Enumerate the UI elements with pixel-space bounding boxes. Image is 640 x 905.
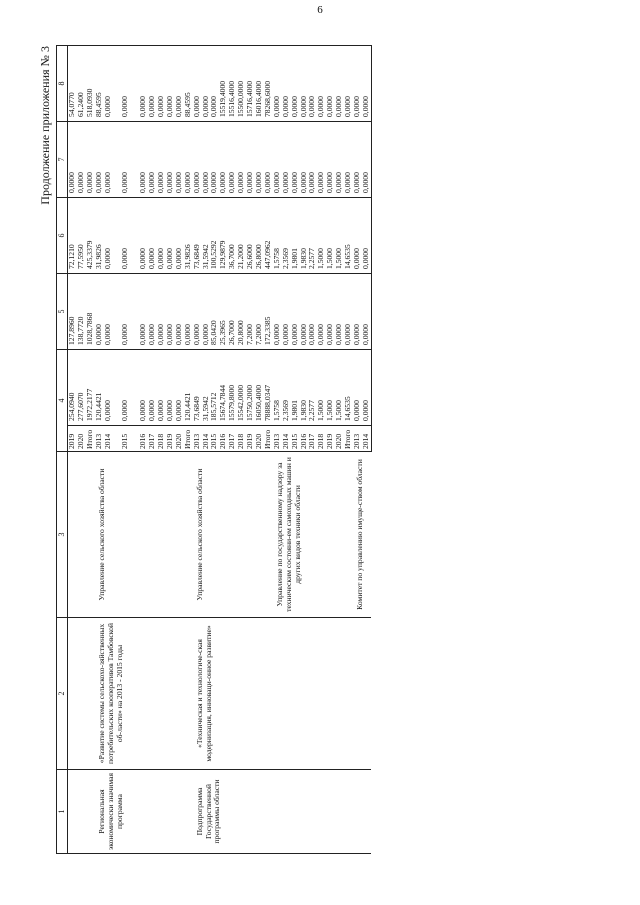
amount-cell: 0,0000 xyxy=(353,46,362,122)
amount-cell: 447,0962 xyxy=(264,198,273,274)
amount-cell: 0,0000 xyxy=(193,122,202,198)
executor-cell: Комитет по управлению имуще-ством области xyxy=(353,452,371,618)
amount-cell: 0,0000 xyxy=(184,122,193,198)
amount-cell: 0,0000 xyxy=(308,46,317,122)
amount-cell: 1028,7868 xyxy=(86,274,95,350)
year-cell: 2017 xyxy=(148,426,157,452)
appendix-caption: Продолжение приложения № 3 xyxy=(38,46,52,205)
amount-cell: 1,5000 xyxy=(326,350,335,426)
year-cell: Итого xyxy=(184,426,193,452)
amount-cell: 0,0000 xyxy=(317,46,326,122)
amount-cell: 1,9830 xyxy=(300,350,309,426)
amount-cell: 0,0000 xyxy=(210,46,219,122)
amount-cell: 31,5942 xyxy=(202,198,211,274)
amount-cell: 254,0940 xyxy=(68,350,77,426)
amount-cell: 15579,8000 xyxy=(228,350,237,426)
amount-cell: 0,0000 xyxy=(308,274,317,350)
header-row xyxy=(57,46,68,854)
amount-cell: 2,2577 xyxy=(308,198,317,274)
amount-cell: 25,3965 xyxy=(219,274,228,350)
year-cell: 2014 xyxy=(362,426,371,452)
amount-cell: 0,0000 xyxy=(193,274,202,350)
amount-cell: 0,0000 xyxy=(291,122,300,198)
amount-cell: 1,9801 xyxy=(291,350,300,426)
amount-cell: 0,0000 xyxy=(291,46,300,122)
amount-cell: 15519,4000 xyxy=(219,46,228,122)
year-cell: 2019 xyxy=(68,426,77,452)
amount-cell: 0,0000 xyxy=(121,198,130,274)
program-type-cell xyxy=(273,770,353,854)
amount-cell: 14,6535 xyxy=(344,350,353,426)
amount-cell: 31,9826 xyxy=(95,198,104,274)
amount-cell: 0,0000 xyxy=(175,274,184,350)
amount-cell: 127,8960 xyxy=(68,274,77,350)
executor-cell: Управление сельского хозяйства области xyxy=(95,452,193,618)
amount-cell: 20,8000 xyxy=(237,274,246,350)
amount-cell: 0,0000 xyxy=(335,122,344,198)
amount-cell: 2,3569 xyxy=(282,198,291,274)
amount-cell: 0,0000 xyxy=(104,122,113,198)
amount-cell: 0,0000 xyxy=(104,274,113,350)
amount-cell: 0,0000 xyxy=(335,274,344,350)
table-row xyxy=(68,46,77,854)
program-name-cell: «Техническая и технологиче-ская модернизация, инноваци-онное развитие» xyxy=(193,618,273,770)
amount-cell: 0,0000 xyxy=(344,122,353,198)
table-row xyxy=(95,46,104,854)
amount-cell: 2,3569 xyxy=(282,350,291,426)
amount-cell: 0,0000 xyxy=(148,198,157,274)
year-cell: 2017 xyxy=(228,426,237,452)
program-type-cell xyxy=(353,770,371,854)
executor-cell: Управление сельского хозяйства области xyxy=(193,452,273,618)
header-col-2: 2 xyxy=(57,618,68,770)
amount-cell: 0,0000 xyxy=(175,198,184,274)
amount-cell: 425,3379 xyxy=(86,198,95,274)
amount-cell: 0,0000 xyxy=(86,122,95,198)
amount-cell: 0,0000 xyxy=(104,198,113,274)
amount-cell: 15750,2000 xyxy=(246,350,255,426)
amount-cell: 0,0000 xyxy=(353,122,362,198)
amount-cell: 120,4421 xyxy=(95,350,104,426)
amount-cell: 0,0000 xyxy=(68,122,77,198)
amount-cell: 0,0000 xyxy=(353,350,362,426)
amount-cell: 31,5942 xyxy=(202,350,211,426)
year-cell: 2020 xyxy=(335,426,344,452)
year-cell: 2014 xyxy=(202,426,211,452)
amount-cell: 0,0000 xyxy=(362,122,371,198)
amount-cell: 0,0000 xyxy=(166,122,175,198)
header-col-4: 4 xyxy=(57,350,68,452)
amount-cell: 0,0000 xyxy=(184,274,193,350)
amount-cell: 0,0000 xyxy=(326,122,335,198)
amount-cell: 0,0000 xyxy=(95,274,104,350)
amount-cell: 100,5292 xyxy=(210,198,219,274)
program-name-cell xyxy=(273,618,353,770)
amount-cell: 1,5758 xyxy=(273,350,282,426)
amount-cell: 0,0000 xyxy=(255,122,264,198)
year-cell: 2016 xyxy=(219,426,228,452)
amount-cell: 0,0000 xyxy=(344,274,353,350)
amount-cell: 15516,4000 xyxy=(228,46,237,122)
amount-cell: 0,0000 xyxy=(121,46,130,122)
amount-cell: 0,0000 xyxy=(353,274,362,350)
amount-cell: 88,4595 xyxy=(95,46,104,122)
amount-cell: 31,9826 xyxy=(184,198,193,274)
amount-cell: 0,0000 xyxy=(175,350,184,426)
year-cell: 2013 xyxy=(95,426,104,452)
amount-cell: 54,0770 xyxy=(68,46,77,122)
amount-cell: 1,5000 xyxy=(335,198,344,274)
amount-cell: 0,0000 xyxy=(237,122,246,198)
amount-cell: 0,0000 xyxy=(104,350,113,426)
amount-cell: 0,0000 xyxy=(273,122,282,198)
amount-cell: 0,0000 xyxy=(219,122,228,198)
amount-cell: 0,0000 xyxy=(148,274,157,350)
amount-cell: 0,0000 xyxy=(202,46,211,122)
table-row xyxy=(273,46,282,854)
rotated-sheet xyxy=(40,32,600,872)
amount-cell: 0,0000 xyxy=(139,122,148,198)
header-col-8: 8 xyxy=(57,46,68,122)
amount-cell: 172,3385 xyxy=(264,274,273,350)
amount-cell: 0,0000 xyxy=(166,350,175,426)
amount-cell: 16016,4000 xyxy=(255,46,264,122)
amount-cell: 0,0000 xyxy=(139,198,148,274)
amount-cell: 0,0000 xyxy=(300,46,309,122)
amount-cell: 0,0000 xyxy=(157,274,166,350)
amount-cell: 0,0000 xyxy=(335,46,344,122)
year-cell: Итого xyxy=(264,426,273,452)
amount-cell: 0,0000 xyxy=(139,274,148,350)
year-cell: 2018 xyxy=(157,426,166,452)
year-cell: Итого xyxy=(344,426,353,452)
amount-cell: 1,5000 xyxy=(335,350,344,426)
amount-cell: 0,0000 xyxy=(300,274,309,350)
year-cell: 2019 xyxy=(246,426,255,452)
header-col-3: 3 xyxy=(57,452,68,618)
amount-cell: 129,9879 xyxy=(219,198,228,274)
amount-cell: 0,0000 xyxy=(175,122,184,198)
amount-cell: 1,9801 xyxy=(291,198,300,274)
budget-table xyxy=(56,45,372,854)
amount-cell: 2,2577 xyxy=(308,350,317,426)
amount-cell: 0,0000 xyxy=(148,350,157,426)
amount-cell: 73,6849 xyxy=(193,350,202,426)
amount-cell: 518,0930 xyxy=(86,46,95,122)
amount-cell: 0,0000 xyxy=(246,122,255,198)
year-cell: 2015 xyxy=(210,426,219,452)
year-cell: 2020 xyxy=(175,426,184,452)
program-name-cell: «Развитие системы сельскохо-зяйственных потребительских кооперативов Тамбовской об-ласти» на 2013 - 2015 годы xyxy=(95,618,193,770)
amount-cell: 26,8000 xyxy=(255,198,264,274)
amount-cell: 277,6070 xyxy=(77,350,86,426)
program-name-cell xyxy=(353,618,371,770)
amount-cell: 26,7000 xyxy=(228,274,237,350)
year-cell: 2020 xyxy=(255,426,264,452)
amount-cell: 0,0000 xyxy=(282,122,291,198)
program-name-cell xyxy=(68,618,95,770)
amount-cell: 0,0000 xyxy=(317,274,326,350)
year-cell: 2015 xyxy=(121,426,130,452)
year-cell: 2018 xyxy=(317,426,326,452)
amount-cell: 21,2000 xyxy=(237,198,246,274)
header-col-1: 1 xyxy=(57,770,68,854)
amount-cell: 0,0000 xyxy=(362,350,371,426)
header-col-5: 5 xyxy=(57,274,68,350)
amount-cell: 0,0000 xyxy=(308,122,317,198)
year-cell: 2018 xyxy=(237,426,246,452)
amount-cell: 7,2000 xyxy=(246,274,255,350)
amount-cell: 0,0000 xyxy=(273,274,282,350)
year-cell: Итого xyxy=(86,426,95,452)
amount-cell: 0,0000 xyxy=(353,198,362,274)
year-cell: 2013 xyxy=(193,426,202,452)
amount-cell: 78888,0347 xyxy=(264,350,273,426)
program-type-cell: Подпрограмма Государственной программы области xyxy=(193,770,273,854)
amount-cell: 0,0000 xyxy=(273,46,282,122)
amount-cell: 0,0000 xyxy=(282,46,291,122)
amount-cell: 0,0000 xyxy=(166,46,175,122)
amount-cell: 0,0000 xyxy=(121,274,130,350)
amount-cell: 0,0000 xyxy=(175,46,184,122)
amount-cell: 1,5758 xyxy=(273,198,282,274)
year-cell: 2014 xyxy=(282,426,291,452)
amount-cell: 0,0000 xyxy=(77,122,86,198)
year-cell: 2016 xyxy=(139,426,148,452)
table-body xyxy=(68,46,372,854)
amount-cell: 0,0000 xyxy=(202,274,211,350)
amount-cell: 61,2400 xyxy=(77,46,86,122)
amount-cell: 1,5000 xyxy=(326,198,335,274)
amount-cell: 0,0000 xyxy=(121,122,130,198)
amount-cell: 16050,4000 xyxy=(255,350,264,426)
year-cell: 2019 xyxy=(326,426,335,452)
table-row xyxy=(353,46,362,854)
amount-cell: 120,4421 xyxy=(184,350,193,426)
amount-cell: 0,0000 xyxy=(362,274,371,350)
year-cell: 2013 xyxy=(273,426,282,452)
amount-cell: 0,0000 xyxy=(104,46,113,122)
amount-cell: 0,0000 xyxy=(326,46,335,122)
table-row xyxy=(193,46,202,854)
amount-cell: 0,0000 xyxy=(157,46,166,122)
amount-cell: 15674,7844 xyxy=(219,350,228,426)
amount-cell: 0,0000 xyxy=(139,350,148,426)
page-number: 6 xyxy=(317,4,323,16)
amount-cell: 0,0000 xyxy=(362,198,371,274)
amount-cell: 0,0000 xyxy=(157,122,166,198)
amount-cell: 26,6000 xyxy=(246,198,255,274)
year-cell: 2015 xyxy=(291,426,300,452)
amount-cell: 0,0000 xyxy=(202,122,211,198)
amount-cell: 15500,0000 xyxy=(237,46,246,122)
amount-cell: 0,0000 xyxy=(157,350,166,426)
amount-cell: 0,0000 xyxy=(166,274,175,350)
amount-cell: 14,6535 xyxy=(344,198,353,274)
amount-cell: 0,0000 xyxy=(148,46,157,122)
amount-cell: 0,0000 xyxy=(300,122,309,198)
year-cell: 2014 xyxy=(104,426,113,452)
amount-cell: 0,0000 xyxy=(210,122,219,198)
amount-cell: 7,2000 xyxy=(255,274,264,350)
amount-cell: 15542,0000 xyxy=(237,350,246,426)
amount-cell: 0,0000 xyxy=(264,122,273,198)
amount-cell: 0,0000 xyxy=(121,350,130,426)
year-cell: 2017 xyxy=(308,426,317,452)
amount-cell: 88,4595 xyxy=(184,46,193,122)
amount-cell: 0,0000 xyxy=(148,122,157,198)
amount-cell: 77,5950 xyxy=(77,198,86,274)
year-cell: 2019 xyxy=(166,426,175,452)
amount-cell: 72,1210 xyxy=(68,198,77,274)
amount-cell: 185,5712 xyxy=(210,350,219,426)
amount-cell: 78268,6000 xyxy=(264,46,273,122)
amount-cell: 0,0000 xyxy=(326,274,335,350)
amount-cell: 1,5000 xyxy=(317,198,326,274)
amount-cell: 0,0000 xyxy=(317,122,326,198)
amount-cell: 0,0000 xyxy=(282,274,291,350)
amount-cell: 85,0420 xyxy=(210,274,219,350)
header-col-6: 6 xyxy=(57,198,68,274)
executor-cell xyxy=(68,452,95,618)
amount-cell: 0,0000 xyxy=(95,122,104,198)
executor-cell: Управление по государственному надзору за техническим состояни-ем самоходных машин и других видов техники области xyxy=(273,452,353,618)
year-cell: 2013 xyxy=(353,426,362,452)
amount-cell: 138,7720 xyxy=(77,274,86,350)
amount-cell: 0,0000 xyxy=(139,46,148,122)
year-cell: 2016 xyxy=(300,426,309,452)
year-cell: 2020 xyxy=(77,426,86,452)
amount-cell: 1972,2177 xyxy=(86,350,95,426)
amount-cell: 0,0000 xyxy=(362,46,371,122)
amount-cell: 0,0000 xyxy=(291,274,300,350)
program-type-cell: Региональная экономически значимая программа xyxy=(95,770,193,854)
amount-cell: 0,0000 xyxy=(157,198,166,274)
amount-cell: 1,5000 xyxy=(317,350,326,426)
amount-cell: 0,0000 xyxy=(228,122,237,198)
amount-cell: 0,0000 xyxy=(344,46,353,122)
amount-cell: 0,0000 xyxy=(166,198,175,274)
amount-cell: 1,9830 xyxy=(300,198,309,274)
amount-cell: 15716,4000 xyxy=(246,46,255,122)
header-col-7: 7 xyxy=(57,122,68,198)
program-type-cell xyxy=(68,770,95,854)
amount-cell: 73,6849 xyxy=(193,198,202,274)
amount-cell: 36,7000 xyxy=(228,198,237,274)
amount-cell: 0,0000 xyxy=(193,46,202,122)
